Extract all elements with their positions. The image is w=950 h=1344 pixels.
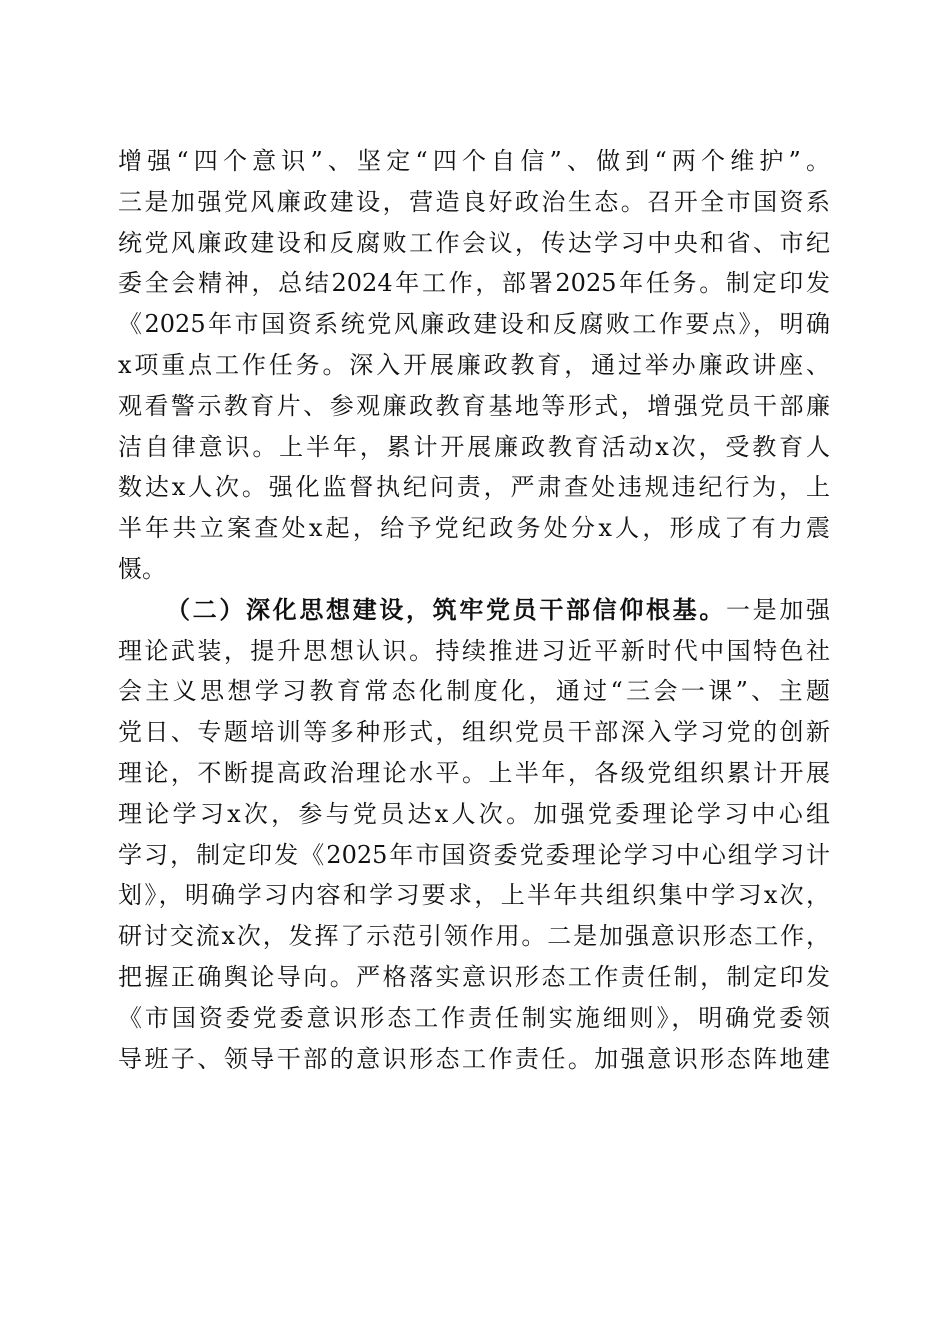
text-line: 委全会精神，总结2024年工作，部署2025年任务。制定印发 [118, 269, 830, 298]
text-line: 数达x人次。强化监督执纪问责，严肃查处违规违纪行为，上 [118, 473, 830, 502]
text-line: 慑。 [118, 554, 166, 583]
text-line: 增强“四个意识”、坚定“四个自信”、做到“两个维护”。 [118, 147, 830, 175]
text-line: 洁自律意识。上半年，累计开展廉政教育活动x次，受教育人 [118, 432, 830, 461]
text-fragment: 一是加强 [726, 595, 830, 624]
text-line: 会主义思想学习教育常态化制度化，通过“三会一课”、主题 [118, 677, 830, 706]
text-line: x项重点工作任务。深入开展廉政教育，通过举办廉政讲座、 [118, 350, 830, 379]
text-line: 理论学习x次，参与党员达x人次。加强党委理论学习中心组 [118, 799, 830, 828]
text-line: 导班子、领导干部的意识形态工作责任。加强意识形态阵地建 [118, 1044, 830, 1073]
text-line: 学习，制定印发《2025年市国资委党委理论学习中心组学习计 [118, 840, 830, 869]
text-line: 党日、专题培训等多种形式，组织党员干部深入学习党的创新 [118, 718, 830, 747]
text-line: 研讨交流x次，发挥了示范引领作用。二是加强意识形态工作， [118, 922, 830, 951]
text-line: 理论武装，提升思想认识。持续推进习近平新时代中国特色社 [118, 636, 830, 665]
text-line: 半年共立案查处x起，给予党纪政务处分x人，形成了有力震 [118, 514, 830, 543]
text-line: 三是加强党风廉政建设，营造良好政治生态。召开全市国资系 [118, 187, 830, 216]
text-line: 《2025年市国资系统党风廉政建设和反腐败工作要点》，明确 [118, 310, 830, 339]
text-line: 把握正确舆论导向。严格落实意识形态工作责任制，制定印发 [118, 962, 830, 991]
document-body [118, 141, 830, 1079]
text-line: 理论，不断提高政治理论水平。上半年，各级党组织累计开展 [118, 758, 830, 787]
text-line: 观看警示教育片、参观廉政教育基地等形式，增强党员干部廉 [118, 391, 830, 420]
section-heading-line [118, 590, 830, 631]
section-heading: （二）深化思想建设，筑牢党员干部信仰根基。 [166, 594, 726, 624]
text-line: 统党风廉政建设和反腐败工作会议，传达学习中央和省、市纪 [118, 228, 830, 257]
text-line: 《市国资委党委意识形态工作责任制实施细则》，明确党委领 [118, 1003, 830, 1032]
text-line: 划》，明确学习内容和学习要求，上半年共组织集中学习x次， [118, 881, 830, 910]
